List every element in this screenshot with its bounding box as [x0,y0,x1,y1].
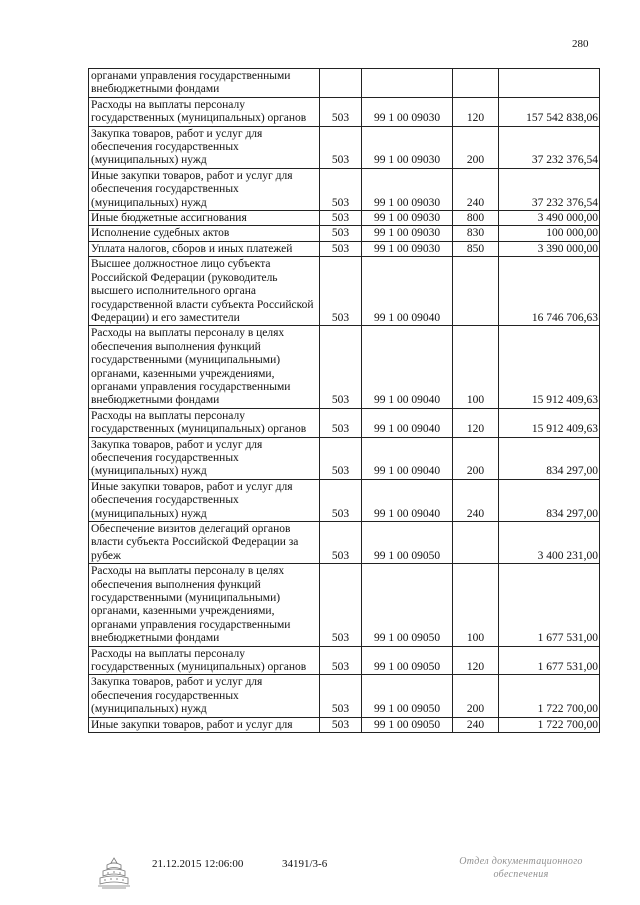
row-section: 503 [320,126,362,168]
row-name: Высшее должностное лицо субъекта Российской Федерации (руководитель высшего исполнительного органа государственной власти субъекта Российской Федерации) и его заместители [89,257,320,326]
page-number: 280 [572,38,589,50]
table-row [89,168,600,210]
row-section: 503 [320,326,362,408]
table-row [89,717,600,732]
row-name: Иные закупки товаров, работ и услуг для обеспечения государственных (муниципальных) нужд [89,168,320,210]
row-article: 99 1 00 09030 [362,226,453,241]
row-section: 503 [320,257,362,326]
row-amount: 16 746 706,63 [499,257,600,326]
table-row [89,437,600,479]
row-expense-type: 240 [453,168,499,210]
row-section: 503 [320,646,362,675]
row-amount: 3 390 000,00 [499,241,600,256]
emblem-icon [94,856,134,890]
row-name: органами управления государственными внебюджетными фондами [89,69,320,98]
row-expense-type [453,257,499,326]
row-article [362,69,453,98]
row-section: 503 [320,717,362,732]
table-row [89,646,600,675]
row-article: 99 1 00 09040 [362,326,453,408]
row-name: Расходы на выплаты персоналу государственных (муниципальных) органов [89,408,320,437]
table-row [89,257,600,326]
row-amount: 15 912 409,63 [499,326,600,408]
row-expense-type: 830 [453,226,499,241]
row-amount: 1 677 531,00 [499,564,600,646]
footer-timestamp: 21.12.2015 12:06:00 [152,858,244,870]
table-row [89,241,600,256]
row-name: Закупка товаров, работ и услуг для обеспечения государственных (муниципальных) нужд [89,675,320,717]
row-article: 99 1 00 09040 [362,257,453,326]
row-name: Обеспечение визитов делегаций органов власти субъекта Российской Федерации за рубеж [89,522,320,564]
row-expense-type: 100 [453,564,499,646]
row-amount: 157 542 838,06 [499,97,600,126]
row-expense-type: 850 [453,241,499,256]
row-amount: 834 297,00 [499,437,600,479]
row-name: Иные закупки товаров, работ и услуг для обеспечения государственных (муниципальных) нужд [89,479,320,521]
row-article: 99 1 00 09040 [362,437,453,479]
row-article: 99 1 00 09030 [362,241,453,256]
row-expense-type: 200 [453,675,499,717]
budget-table [88,68,600,733]
row-expense-type: 240 [453,479,499,521]
row-article: 99 1 00 09050 [362,675,453,717]
row-section: 503 [320,241,362,256]
row-section: 503 [320,168,362,210]
footer-document-number: 34191/3-6 [282,858,328,870]
table-row [89,97,600,126]
row-article: 99 1 00 09050 [362,564,453,646]
table-row [89,479,600,521]
row-section: 503 [320,564,362,646]
table-row [89,126,600,168]
row-article: 99 1 00 09050 [362,646,453,675]
row-name: Расходы на выплаты персоналу в целях обеспечения выполнения функций государственными (муниципальными) органами, казенными учреждениями, органами управления государственными внебюджетными фондами [89,564,320,646]
row-amount: 15 912 409,63 [499,408,600,437]
row-expense-type: 120 [453,97,499,126]
row-name: Расходы на выплаты персоналу государственных (муниципальных) органов [89,97,320,126]
footer-department-stamp: Отдел документационного обеспечения [459,856,583,880]
table-row [89,211,600,226]
row-expense-type: 120 [453,408,499,437]
table-row [89,675,600,717]
row-article: 99 1 00 09040 [362,479,453,521]
row-section: 503 [320,211,362,226]
row-amount: 37 232 376,54 [499,126,600,168]
row-expense-type: 120 [453,646,499,675]
row-article: 99 1 00 09050 [362,717,453,732]
row-name: Исполнение судебных актов [89,226,320,241]
row-name: Расходы на выплаты персоналу государственных (муниципальных) органов [89,646,320,675]
row-amount: 3 490 000,00 [499,211,600,226]
row-article: 99 1 00 09030 [362,97,453,126]
row-article: 99 1 00 09030 [362,211,453,226]
row-amount [499,69,600,98]
table-row [89,226,600,241]
row-section: 503 [320,226,362,241]
row-name: Закупка товаров, работ и услуг для обеспечения государственных (муниципальных) нужд [89,437,320,479]
row-amount: 100 000,00 [499,226,600,241]
row-name: Уплата налогов, сборов и иных платежей [89,241,320,256]
row-section: 503 [320,437,362,479]
row-expense-type: 100 [453,326,499,408]
row-name: Иные закупки товаров, работ и услуг для [89,717,320,732]
table-row [89,522,600,564]
row-article: 99 1 00 09050 [362,522,453,564]
table-row [89,564,600,646]
row-article: 99 1 00 09030 [362,126,453,168]
row-section: 503 [320,675,362,717]
row-name: Иные бюджетные ассигнования [89,211,320,226]
row-article: 99 1 00 09030 [362,168,453,210]
row-amount: 1 722 700,00 [499,717,600,732]
row-expense-type: 240 [453,717,499,732]
row-amount: 1 722 700,00 [499,675,600,717]
row-section: 503 [320,479,362,521]
table-row [89,69,600,98]
row-expense-type [453,69,499,98]
row-amount: 37 232 376,54 [499,168,600,210]
row-expense-type: 200 [453,126,499,168]
row-section: 503 [320,522,362,564]
row-amount: 3 400 231,00 [499,522,600,564]
row-expense-type: 200 [453,437,499,479]
row-amount: 1 677 531,00 [499,646,600,675]
table-row [89,408,600,437]
row-article: 99 1 00 09040 [362,408,453,437]
row-expense-type: 800 [453,211,499,226]
table-row [89,326,600,408]
row-amount: 834 297,00 [499,479,600,521]
row-name: Расходы на выплаты персоналу в целях обеспечения выполнения функций государственными (муниципальными) органами, казенными учреждениями, органами управления государственными внебюджетными фондами [89,326,320,408]
row-section: 503 [320,408,362,437]
row-name: Закупка товаров, работ и услуг для обеспечения государственных (муниципальных) нужд [89,126,320,168]
row-section: 503 [320,97,362,126]
budget-table-body [89,69,600,733]
row-expense-type [453,522,499,564]
row-section [320,69,362,98]
